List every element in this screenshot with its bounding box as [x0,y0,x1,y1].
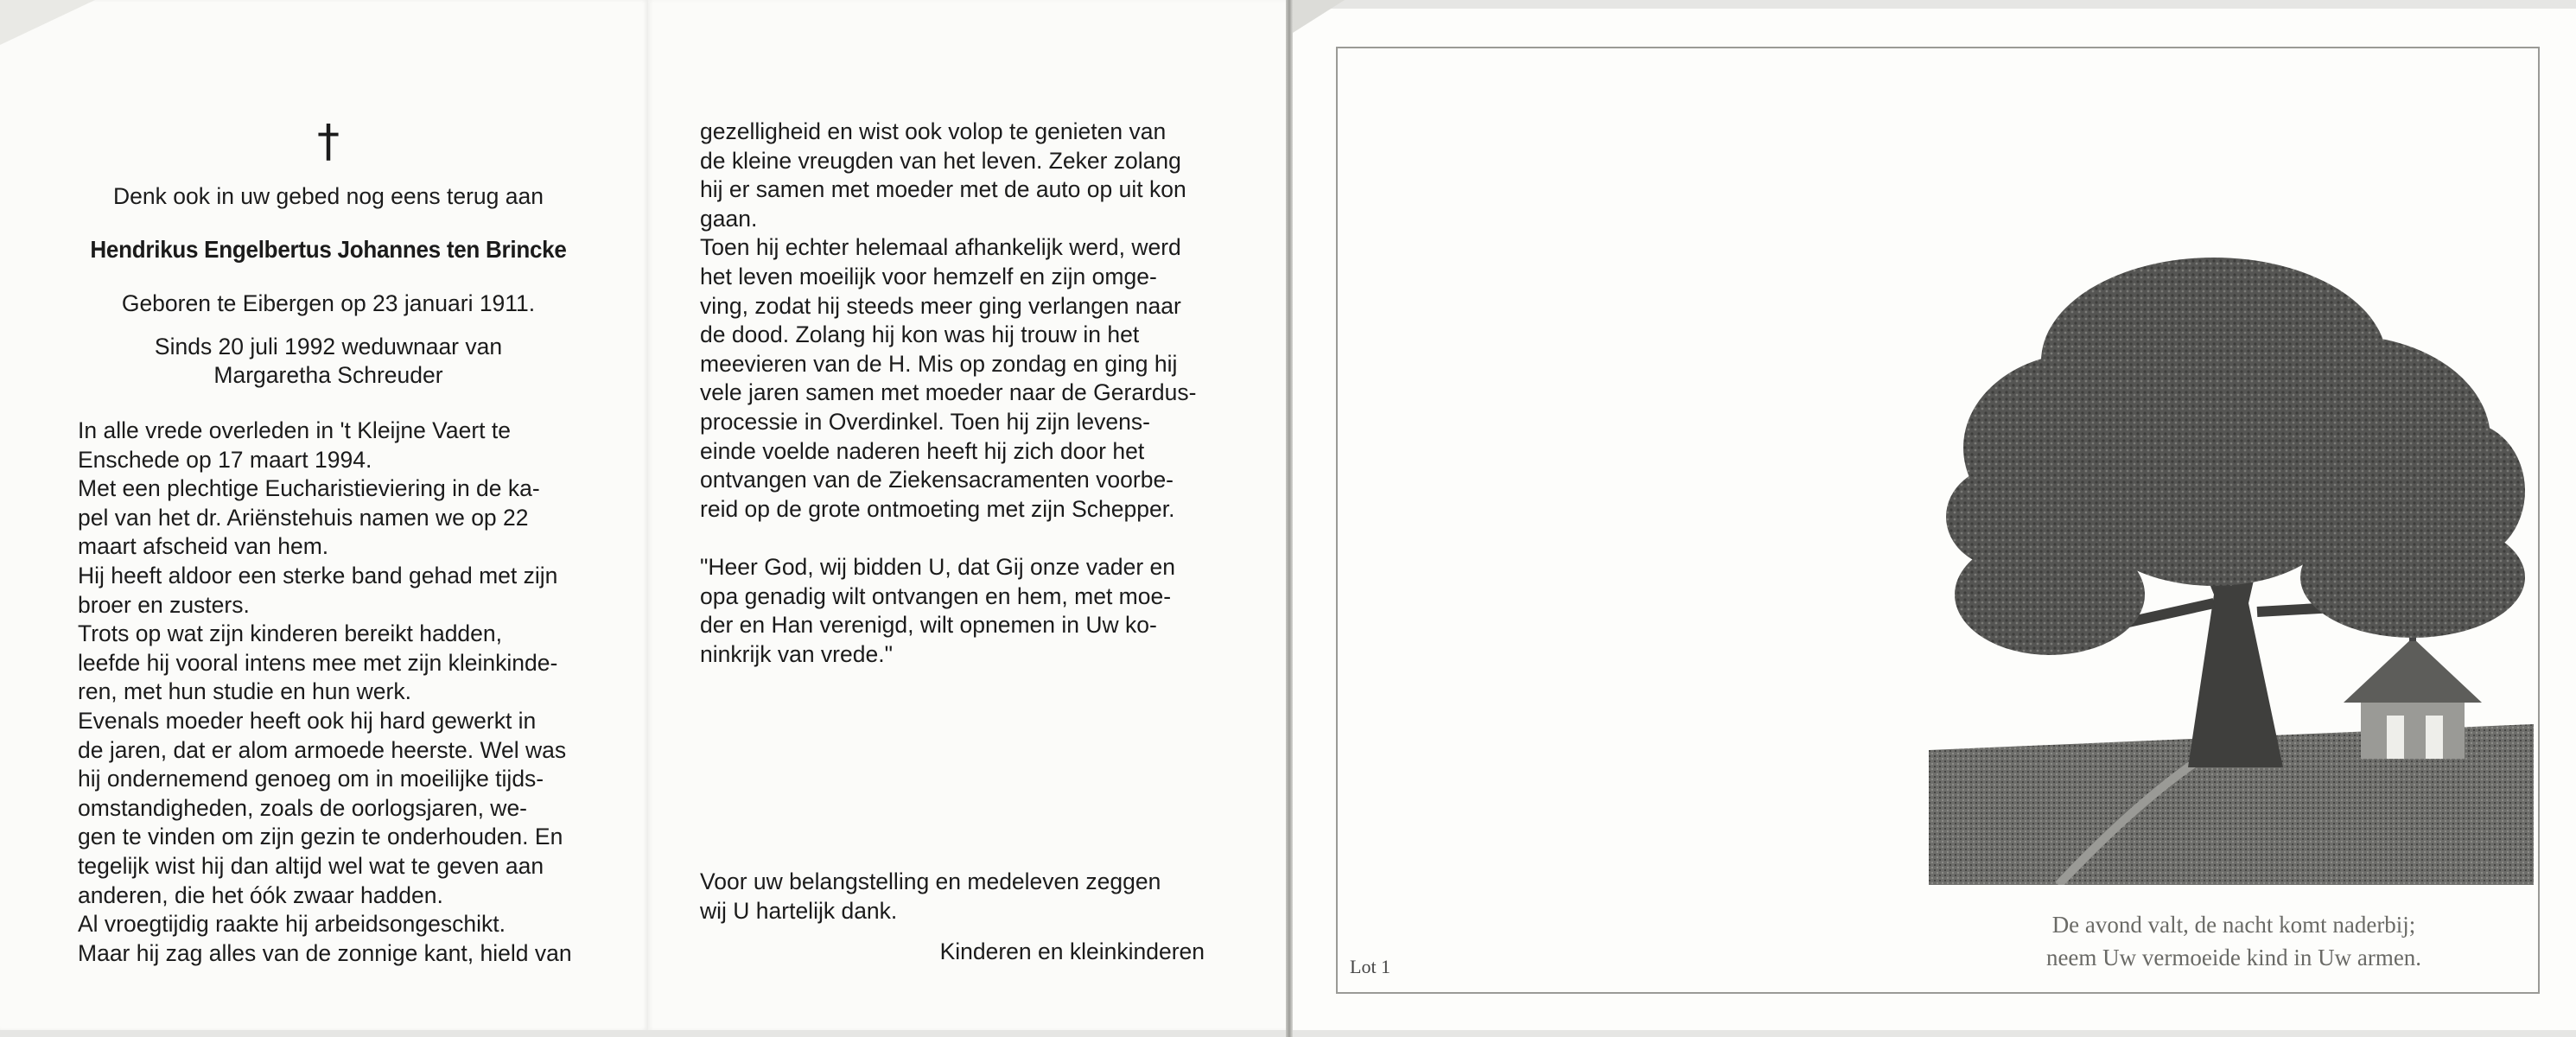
body-line: vele jaren samen met moeder naar de Gerardus- [700,379,1197,406]
body-line: Trots op wat zijn kinderen bereikt hadden, [78,620,503,647]
body-line: reid op de grote ontmoeting met zijn Schepper. [700,495,1175,522]
body-line: Evenals moeder heeft ook hij hard gewerkt in [78,707,537,734]
intro-line: Denk ook in uw gebed nog eens terug aan [113,183,544,209]
body-line: einde voelde naderen heeft hij zich door het [700,437,1145,464]
prayer-line: der en Han verenigd, wilt opnemen in Uw ko- [700,612,1157,639]
caption-line-2: neem Uw vermoeide kind in Uw armen. [2045,945,2422,970]
card-fold [1286,0,1293,1037]
body-line: maart afscheid van hem. [78,533,329,560]
body-line: Hij heeft aldoor een sterke band gehad met zijn [78,562,558,588]
body-line: het leven moeilijk voor hemzelf en zijn omge- [700,263,1157,289]
body-line: de kleine vreugden van het leven. Zeker zolang [700,147,1181,174]
widower-line-2: Margaretha Schreuder [213,362,443,388]
thanks-line: wij U hartelijk dank. [700,897,898,924]
body-line: Enschede op 17 maart 1994. [78,446,372,473]
prayer-line: "Heer God, wij bidden U, dat Gij onze vader en [700,554,1176,580]
body-line: tegelijk wist hij dan altijd wel wat te geven aan [78,852,544,879]
lot-label: Lot 1 [1350,956,1391,977]
caption-line-1: De avond valt, de nacht komt naderbij; [2051,912,2416,938]
prayer-line: ninkrijk van vrede." [700,640,893,667]
body-line: omstandigheden, zoals de oorlogsjaren, we- [78,794,528,821]
prayer-line: opa genadig wilt ontvangen en hem, met moe- [700,582,1172,609]
body-line: In alle vrede overleden in 't Kleijne Vaert te [78,417,512,443]
middle-body-text [700,118,1218,524]
body-line: Toen hij echter helemaal afhankelijk werd, werd [700,234,1181,261]
thanks-text [700,868,1218,926]
body-line: gaan. [700,205,758,232]
deceased-name: Hendrikus Engelbertus Johannes ten Brincke [90,236,567,263]
body-line: ontvangen van de Ziekensacramenten voorbe- [700,467,1174,493]
folded-corner-right [1293,0,1345,33]
prayer-text [700,553,1218,669]
chapel [2344,622,2482,759]
body-line: processie in Overdinkel. Toen hij zijn levens- [700,408,1150,435]
left-body-text [78,417,588,968]
signature: Kinderen en kleinkinderen [939,938,1205,964]
body-line: ving, zodat hij steeds meer ging verlangen naar [700,292,1181,319]
folded-corner [0,0,95,45]
cross-symbol: † [317,116,340,168]
body-line: meevieren van de H. Mis op zondag en ging hij [700,350,1178,377]
body-line: de jaren, dat er alom armoede heerste. Wel was [78,736,567,763]
widower-line-1: Sinds 20 juli 1992 weduwnaar van [154,334,503,359]
body-line: pel van het dr. Ariënstehuis namen we op 22 [78,504,529,531]
body-line: anderen, die het óók zwaar hadden. [78,881,443,908]
body-line: ren, met hun studie en hun werk. [78,678,411,705]
body-line: hij er samen met moeder met de auto op uit kon [700,176,1186,203]
body-line: Met een plechtige Eucharistieviering in de ka- [78,475,540,502]
body-line: broer en zusters. [78,591,250,618]
tree-chapel-illustration [1929,232,2534,885]
body-line: gezelligheid en wist ook volop te genieten van [700,118,1167,144]
body-line: Al vroegtijdig raakte hij arbeidsongeschikt. [78,911,506,938]
body-line: hij ondernemend genoeg om in moeilijke tijds- [78,766,544,792]
thanks-line: Voor uw belangstelling en medeleven zeggen [700,868,1161,894]
body-line: de dood. Zolang hij kon was hij trouw in het [700,321,1140,348]
body-line: leefde hij vooral intens mee met zijn kleinkinde- [78,649,558,676]
body-line: gen te vinden om zijn gezin te onderhouden. En [78,824,563,850]
body-line: Maar hij zag alles van de zonnige kant, hield van [78,939,572,966]
birth-line: Geboren te Eibergen op 23 januari 1911. [121,290,536,316]
